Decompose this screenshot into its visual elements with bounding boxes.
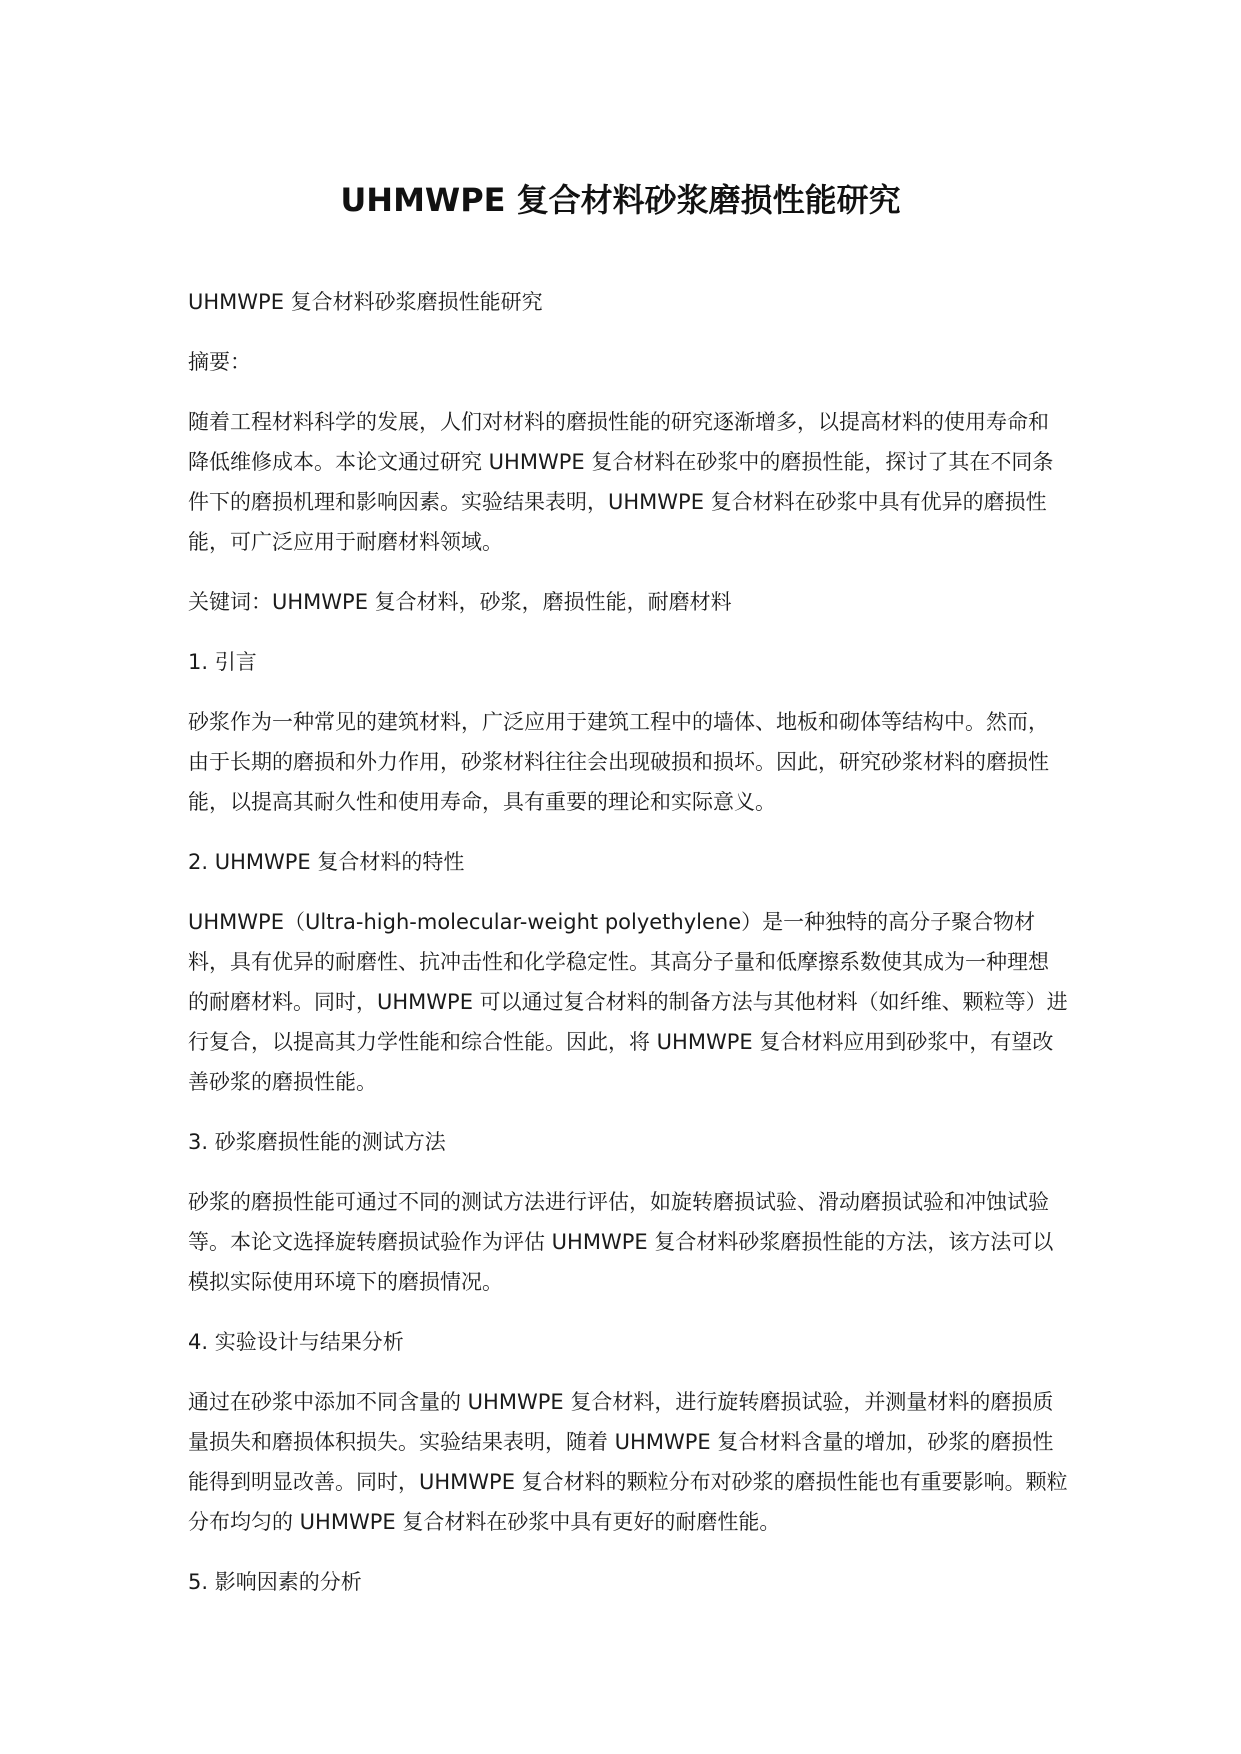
section-body-experiment: 通过在砂浆中添加不同含量的 UHMWPE 复合材料，进行旋转磨损试验，并测量材料的磨损质量损失和磨损体积损失。实验结果表明，随着 UHMWPE 复合材料含量的增加，砂浆的磨损性能得到明显改善。同时，UHMWPE 复合材料的颗粒分布对砂浆的磨损性能也有重要影响。颗粒分布均匀的 UHMWPE 复合材料在砂浆中具有更好的耐磨性能。 — [188, 1390, 1068, 1534]
section-body-test-method: 砂浆的磨损性能可通过不同的测试方法进行评估，如旋转磨损试验、滑动磨损试验和冲蚀试验等。本论文选择旋转磨损试验作为评估 UHMWPE 复合材料砂浆磨损性能的方法，该方法可以模拟实际使用环境下的磨损情况。 — [188, 1190, 1054, 1294]
section-body-properties: UHMWPE（Ultra-high-molecular-weight polyethylene）是一种独特的高分子聚合物材料，具有优异的耐磨性、抗冲击性和化学稳定性。其高分子量和低摩擦系数使其成为一种理想的耐磨材料。同时，UHMWPE 可以通过复合材料的制备方法与其他材料（如纤维、颗粒等）进行复合，以提高其力学性能和综合性能。因此，将 UHMWPE 复合材料应用到砂浆中，有望改善砂浆的磨损性能。 — [188, 910, 1068, 1094]
document-title: UHMWPE 复合材料砂浆磨损性能研究 — [340, 181, 901, 219]
section-heading-experiment: 4. 实验设计与结果分析 — [188, 1330, 404, 1354]
section-body-introduction: 砂浆作为一种常见的建筑材料，广泛应用于建筑工程中的墙体、地板和砌体等结构中。然而，由于长期的磨损和外力作用，砂浆材料往往会出现破损和损坏。因此，研究砂浆材料的磨损性能，以提高其耐久性和使用寿命，具有重要的理论和实际意义。 — [188, 710, 1049, 814]
abstract-label: 摘要： — [188, 350, 251, 374]
abstract-text: 随着工程材料科学的发展，人们对材料的磨损性能的研究逐渐增多，以提高材料的使用寿命和降低维修成本。本论文通过研究 UHMWPE 复合材料在砂浆中的磨损性能，探讨了其在不同条件下的磨损机理和影响因素。实验结果表明，UHMWPE 复合材料在砂浆中具有优异的磨损性能，可广泛应用于耐磨材料领域。 — [188, 410, 1054, 554]
document-body — [188, 282, 1068, 1622]
section-heading-test-method: 3. 砂浆磨损性能的测试方法 — [188, 1130, 446, 1154]
section-heading-properties: 2. UHMWPE 复合材料的特性 — [188, 850, 465, 874]
keywords: 关键词：UHMWPE 复合材料，砂浆，磨损性能，耐磨材料 — [188, 590, 732, 614]
section-heading-introduction: 1. 引言 — [188, 650, 257, 674]
section-heading-factors: 5. 影响因素的分析 — [188, 1570, 362, 1594]
document-subtitle: UHMWPE 复合材料砂浆磨损性能研究 — [188, 290, 543, 314]
